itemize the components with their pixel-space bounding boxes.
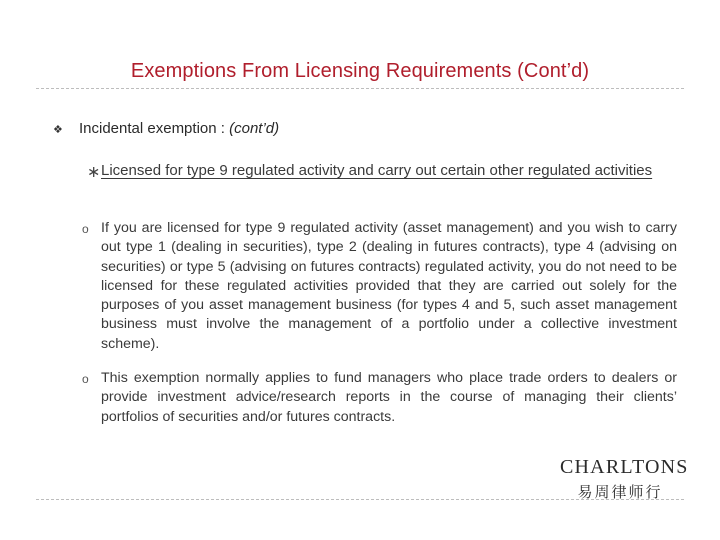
star-item-text: Licensed for type 9 regulated activity and carry out certain other regulated activities (101, 162, 653, 179)
charltons-logo (560, 456, 689, 502)
asterisk-bullet-icon: ∗ (87, 164, 101, 181)
slide-title: Exemptions From Licensing Requirements (Cont’d) (130, 60, 590, 82)
circle-bullet-icon: o (82, 222, 89, 236)
top-divider (36, 88, 684, 89)
heading-text (79, 120, 279, 137)
logo-name-en: CHARLTONS (560, 456, 689, 478)
heading-sub: (cont’d) (229, 120, 280, 137)
logo-name-zh: 易周律师行 (577, 483, 663, 501)
circle-bullet-icon: o (82, 372, 89, 386)
list-item-text: If you are licensed for type 9 regulated activity (asset management) and you wish to carry out type 1 (dealing in securities), type 2 (dealing in futures contracts), type 4 (advising on securities) or type 5 (advising on futures contracts) regulated activity, you do not need to be licensed for these regulated activities provided that they are carried out solely for the purposes of you asset management business (for types 4 and 5, such asset management business must involve the management of a portfolio under a collective investment scheme). (101, 220, 677, 352)
heading-separator: : (216, 120, 230, 137)
heading-label: Incidental exemption (79, 120, 217, 137)
bottom-divider (36, 499, 684, 500)
list-item-text: This exemption normally applies to fund managers who place trade orders to dealers or provide investment advice/research reports in the course of managing their clients’ portfolios of securities and/or futures contracts. (101, 370, 677, 425)
ornamental-bullet-icon: ❖ (53, 124, 63, 136)
